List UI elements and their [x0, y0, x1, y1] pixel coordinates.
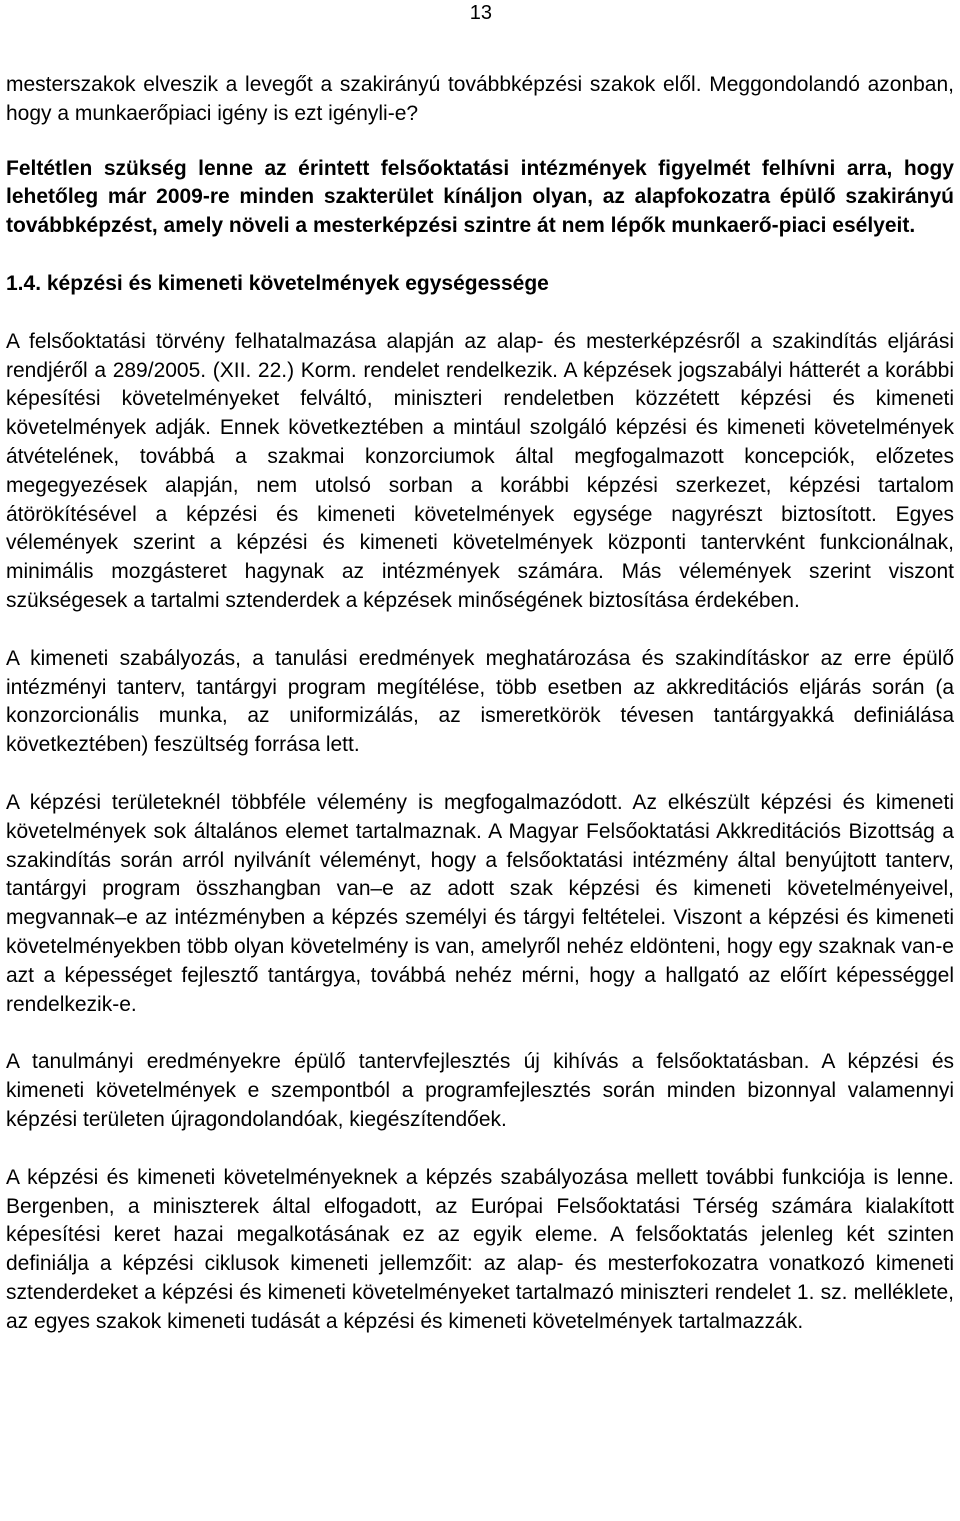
document-body: [6, 71, 954, 1336]
section-heading: 1.4. képzési és kimeneti követelmények egységessége: [6, 271, 549, 295]
paragraph-curriculum-development: A tanulmányi eredményekre épülő tantervfejlesztés új kihívás a felsőoktatásban. A képzési és kimeneti követelmények e szempontból a programfejlesztés során minden bizonnyal valamennyi képzési területen újragondolandóak, kiegészítendőek.: [6, 1050, 954, 1131]
paragraph-opinions: A képzési területeknél többféle vélemény is megfogalmazódott. Az elkészült képzési és kimeneti követelmények sok általános elemet tartalmaznak. A Magyar Felsőoktatási Akkreditációs Bizottság a szakindítás során arról nyilvánít véleményt, hogy a felsőoktatási intézmény által benyújtott tanterv, tantárgyi program összhangban van–e az adott szak képzési és kimeneti követelményeivel, megvannak–e az intézményben a képzés személyi és tárgyi feltételei. Viszont a képzési és kimeneti követelményekben több olyan követelmény is van, amelyről nehéz eldönteni, hogy egy szaknak van-e azt a képességet fejlesztő tantárgya, továbbá nehéz mérni, hogy a hallgató az előírt képességgel rendelkezik-e.: [6, 790, 954, 1016]
paragraph-qualification-framework: A képzési és kimeneti követelményeknek a képzés szabályozása mellett további funkciója is lenne. Bergenben, a miniszterek által elfogadott, az Európai Felsőoktatási Térség számára kialakított képesítési keret hazai megalkotásának ez az egyik eleme. A felsőoktatás jelenleg két szinten definiálja a képzési ciklusok kimeneti jellemzőit: az alap- és mesterfokozatra vonatkozó kimeneti sztenderdeket a képzési és kimeneti követelményeket tartalmazó miniszteri rendelet 1. sz. melléklete, az egyes szakok kimeneti tudását a képzési és kimeneti követelmények tartalmazzák.: [6, 1165, 954, 1333]
paragraph-recommendation: Feltétlen szükség lenne az érintett felsőoktatási intézmények figyelmét felhívni arra, hogy lehetőleg már 2009-re minden szakterület kínáljon olyan, az alapfokozatra épülő szakirányú továbbképzést, amely növeli a mesterképzési szintre át nem lépők munkaerő-piaci esélyeit.: [6, 156, 954, 238]
paragraph-legal-background: A felsőoktatási törvény felhatalmazása alapján az alap- és mesterképzésről a szakindítás eljárási rendjéről a 289/2005. (XII. 22.) Korm. rendelet rendelkezik. A képzések jogszabályi hátterét a korábbi képesítési követelményeket felváltó, miniszteri rendeletben közzétett képzési és kimeneti követelmények adják. Ennek következtében a mintául szolgáló képzési és kimeneti követelmények átvételének, továbbá a szakmai konzorciumok által megfogalmazott koncepciók, előzetes megegyezések alapján, nem utolsó sorban a korábbi képzési szerkezet, képzési tartalom átörökítésével a képzési és kimeneti követelmények egysége nagyrészt biztosított. Egyes vélemények szerint a képzési és kimeneti követelmények központi tantervként funkcionálnak, minimális mozgásteret hagynak az intézmények számára. Más vélemények szerint viszont szükségesek a tartalmi sztenderdek a képzések minőségének biztosítása érdekében.: [6, 329, 954, 612]
page-number: 13: [469, 2, 492, 24]
paragraph-output-regulation: A kimeneti szabályozás, a tanulási eredmények meghatározása és szakindításkor az erre épülő intézményi tanterv, tantárgyi program megítélése, több esetben az akkreditációs eljárás során (a konzorcionális munka, az uniformizálás, az ismeretkörök tévesen tantárgyakká definiálása következtében) feszültség forrása lett.: [6, 646, 954, 757]
paragraph-intro: mesterszakok elveszik a levegőt a szakirányú továbbképzési szakok elől. Meggondolandó azonban, hogy a munkaerőpiaci igény is ezt igényli-e?: [6, 73, 954, 125]
